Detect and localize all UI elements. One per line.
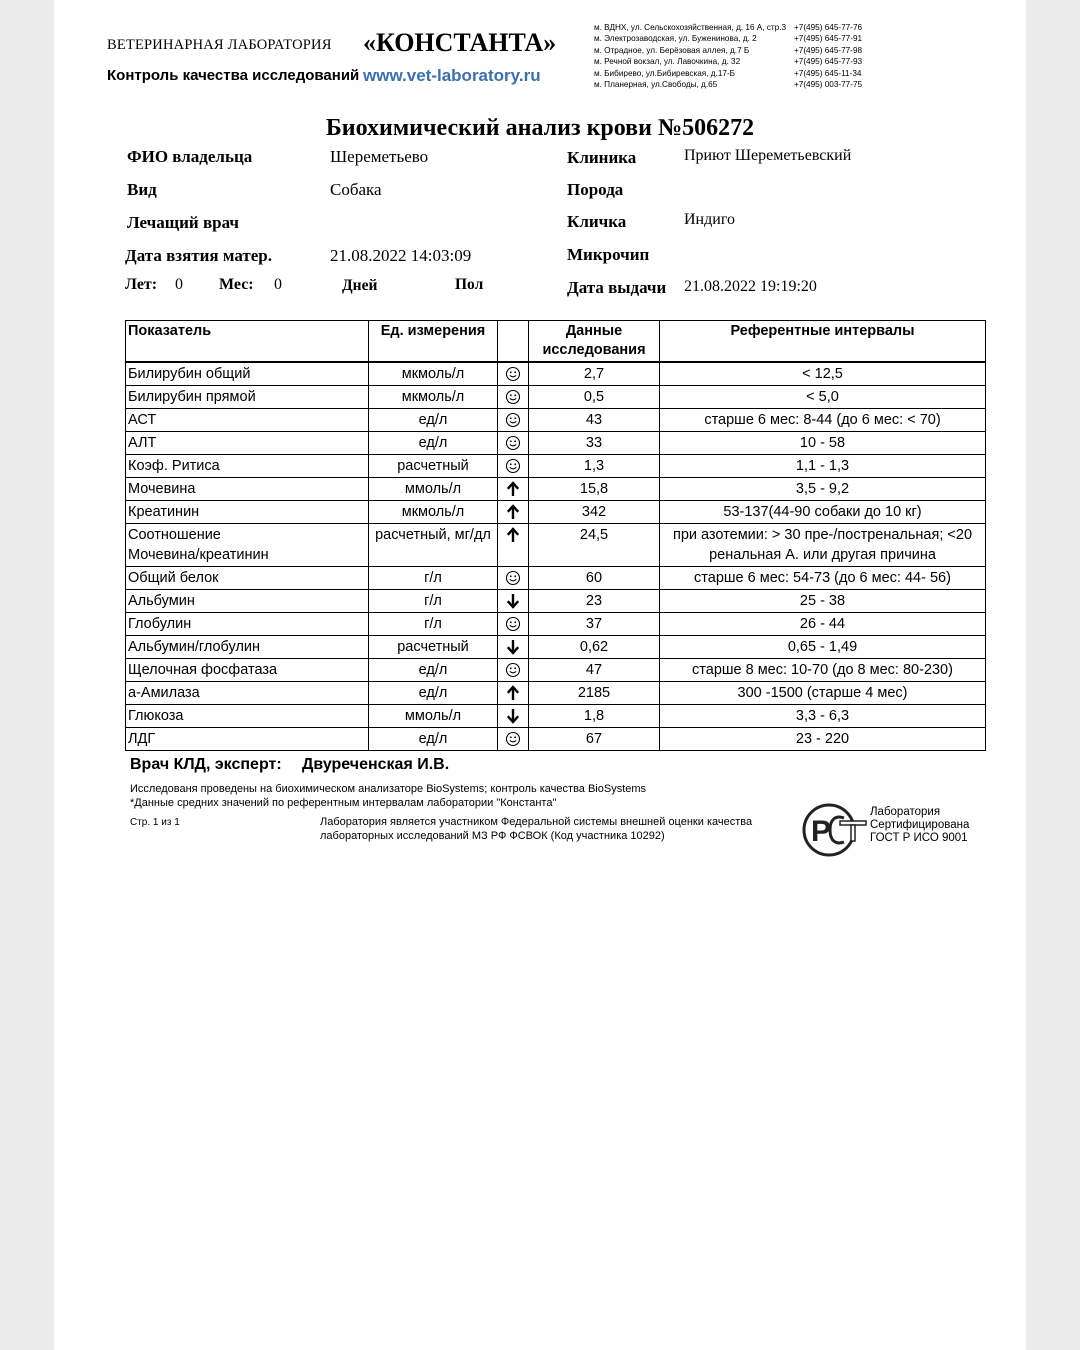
unit-cell: расчетный: [369, 636, 498, 659]
table-row: [126, 636, 986, 659]
table-row: [126, 590, 986, 613]
branch-address: м. Речной вокзал, ул. Лавочкина, д. 32: [594, 57, 741, 67]
col-header-flag: [498, 321, 529, 363]
lab-website-link[interactable]: www.vet-laboratory.ru: [363, 66, 541, 85]
col-header-unit: Ед. измерения: [369, 321, 498, 363]
flag-cell: [498, 728, 529, 751]
years-label: Лет:: [125, 276, 158, 293]
table-row: [126, 478, 986, 501]
result-cell: 60: [529, 567, 660, 590]
flag-cell: [498, 478, 529, 501]
normal-smiley-icon: [504, 729, 522, 749]
param-cell: Билирубин общий: [126, 362, 369, 386]
flag-cell: [498, 362, 529, 386]
branch-phone: +7(495) 645-77-93: [794, 57, 863, 67]
table-row: [126, 567, 986, 590]
ref-cell: 23 - 220: [660, 728, 986, 751]
param-name-line2: Мочевина/креатинин: [128, 547, 269, 563]
federal-note: [320, 815, 752, 843]
table-row: [126, 705, 986, 728]
normal-smiley-icon: [504, 410, 522, 430]
param-cell: АЛТ: [126, 432, 369, 455]
ref-cell: 25 - 38: [660, 590, 986, 613]
table-row: [126, 386, 986, 409]
lab-brand: «КОНСТАНТА»: [363, 28, 557, 57]
clinic-value: Приют Шереметьевский: [684, 147, 852, 164]
param-name-line1: Соотношение: [128, 527, 221, 543]
param-cell: Щелочная фосфатаза: [126, 659, 369, 682]
report-page: [54, 0, 1026, 1350]
branch-phone: +7(495) 645-77-91: [794, 34, 863, 44]
unit-cell: г/л: [369, 613, 498, 636]
ref-cell: 0,65 - 1,49: [660, 636, 986, 659]
unit-cell: мкмоль/л: [369, 386, 498, 409]
issue-date-label: Дата выдачи: [567, 278, 667, 297]
cert-line3: ГОСТ Р ИСО 9001: [870, 832, 968, 844]
unit-cell: расчетный: [369, 455, 498, 478]
result-cell: 1,8: [529, 705, 660, 728]
months-value: 0: [274, 276, 282, 293]
svg-text:Р: Р: [811, 815, 832, 848]
flag-cell: [498, 682, 529, 705]
result-cell: 33: [529, 432, 660, 455]
col-header-ref: Референтные интервалы: [660, 321, 986, 363]
owner-value: Шереметьево: [330, 147, 429, 166]
nickname-label: Кличка: [567, 212, 627, 231]
param-cell: Мочевина: [126, 478, 369, 501]
unit-cell: мкмоль/л: [369, 501, 498, 524]
unit-cell: мкмоль/л: [369, 362, 498, 386]
branch-address: м. ВДНХ, ул. Сельскохозяйственная, д. 16 А, стр.3: [594, 23, 787, 32]
page-title: Биохимический анализ крови №506272: [325, 115, 755, 141]
unit-cell: ед/л: [369, 728, 498, 751]
ref-line2: ренальная А. или другая причина: [709, 547, 936, 563]
breed-label: Порода: [567, 180, 624, 199]
ref-cell: 3,3 - 6,3: [660, 705, 986, 728]
cert-line1: Лаборатория: [870, 806, 941, 818]
normal-smiley-icon: [504, 456, 522, 476]
unit-cell: расчетный, мг/дл: [369, 524, 498, 567]
flag-cell: [498, 636, 529, 659]
page-number: Стр. 1 из 1: [130, 817, 180, 828]
results-table-body: [126, 362, 986, 751]
unit-cell: ед/л: [369, 432, 498, 455]
analyzer-note: Исследованя проведены на биохимическом анализаторе BioSystems; контроль качества BioSystems: [130, 783, 647, 795]
ref-cell: старше 6 мес: 54-73 (до 6 мес: 44- 56): [660, 567, 986, 590]
result-cell: 37: [529, 613, 660, 636]
col-header-result: Данные исследования: [529, 321, 660, 363]
param-cell: Альбумин: [126, 590, 369, 613]
flag-cell: [498, 432, 529, 455]
unit-cell: ед/л: [369, 682, 498, 705]
flag-cell: [498, 409, 529, 432]
table-row: [126, 524, 986, 567]
flag-cell: [498, 386, 529, 409]
owner-label: ФИО владельца: [127, 147, 253, 166]
normal-smiley-icon: [504, 364, 522, 384]
certification-text: [870, 806, 969, 845]
unit-cell: ед/л: [369, 409, 498, 432]
unit-cell: г/л: [369, 590, 498, 613]
table-row: [126, 455, 986, 478]
flag-cell: [498, 455, 529, 478]
normal-smiley-icon: [504, 387, 522, 407]
result-cell: 1,3: [529, 455, 660, 478]
param-cell: Глюкоза: [126, 705, 369, 728]
microchip-label: Микрочип: [567, 245, 650, 264]
nickname-value: Индиго: [684, 211, 735, 228]
sample-date-value: 21.08.2022 14:03:09: [330, 246, 472, 265]
result-cell: 0,62: [529, 636, 660, 659]
result-cell: 2,7: [529, 362, 660, 386]
sample-date-label: Дата взятия матер.: [125, 246, 272, 265]
result-cell: 24,5: [529, 524, 660, 567]
param-cell: Билирубин прямой: [126, 386, 369, 409]
ref-cell: [660, 524, 986, 567]
table-row: [126, 728, 986, 751]
sex-label: Пол: [455, 276, 484, 293]
arrow-down-icon: [504, 637, 522, 657]
ref-cell: 53-137(44-90 собаки до 10 кг): [660, 501, 986, 524]
flag-cell: [498, 524, 529, 567]
clinic-label: Клиника: [567, 148, 637, 167]
attending-doctor-label: Лечащий врач: [127, 213, 239, 232]
table-row: [126, 682, 986, 705]
table-row: [126, 501, 986, 524]
unit-cell: ммоль/л: [369, 478, 498, 501]
normal-smiley-icon: [504, 660, 522, 680]
result-cell: 342: [529, 501, 660, 524]
flag-cell: [498, 501, 529, 524]
flag-cell: [498, 590, 529, 613]
unit-cell: г/л: [369, 567, 498, 590]
expert-name: Двуреченская И.В.: [302, 756, 450, 773]
arrow-down-icon: [504, 591, 522, 611]
results-table: [125, 320, 986, 751]
ref-cell: 300 -1500 (старше 4 мес): [660, 682, 986, 705]
arrow-up-icon: [504, 525, 522, 545]
param-cell: Глобулин: [126, 613, 369, 636]
branch-phone: +7(495) 645-77-98: [794, 45, 863, 55]
branch-phone: +7(495) 645-77-76: [794, 23, 863, 32]
col-header-param: Показатель: [126, 321, 369, 363]
table-row: [126, 659, 986, 682]
arrow-up-icon: [504, 479, 522, 499]
ref-cell: старше 6 мес: 8-44 (до 6 мес: < 70): [660, 409, 986, 432]
normal-smiley-icon: [504, 614, 522, 634]
table-row: [126, 409, 986, 432]
branch-address: м. Отрадное, ул. Берёзовая аллея, д.7 Б: [594, 45, 750, 55]
expert-label: Врач КЛД, эксперт:: [130, 756, 282, 773]
table-row: [126, 432, 986, 455]
years-value: 0: [175, 276, 183, 293]
ref-cell: < 12,5: [660, 362, 986, 386]
rst-certification-logo: [800, 803, 868, 857]
issue-date-value: 21.08.2022 19:19:20: [684, 278, 817, 295]
result-cell: 0,5: [529, 386, 660, 409]
lab-subtitle: Контроль качества исследований: [107, 67, 360, 84]
param-cell: Альбумин/глобулин: [126, 636, 369, 659]
ref-line1: при азотемии: > 30 пре-/постренальная; <20: [672, 527, 973, 543]
table-header-row: [126, 321, 986, 363]
param-cell: Креатинин: [126, 501, 369, 524]
federal-note-line2: лабораторных исследований МЗ РФ ФСВОК (Код участника 10292): [320, 830, 665, 842]
arrow-up-icon: [504, 502, 522, 522]
ref-cell: старше 8 мес: 10-70 (до 8 мес: 80-230): [660, 659, 986, 682]
branch-address: м. Планерная, ул.Свободы, д.65: [594, 79, 718, 89]
normal-smiley-icon: [504, 433, 522, 453]
species-value: Собака: [330, 180, 382, 199]
ref-cell: 3,5 - 9,2: [660, 478, 986, 501]
reference-note: *Данные средних значений по референтным интервалам лаборатории "Константа": [130, 797, 557, 809]
ref-cell: 26 - 44: [660, 613, 986, 636]
branch-address: м. Бибирево, ул.Бибиревская, д.17-Б: [594, 68, 736, 78]
normal-smiley-icon: [504, 568, 522, 588]
species-label: Вид: [127, 180, 157, 199]
cert-line2: Сертифицирована: [870, 819, 970, 831]
days-label: Дней: [342, 277, 378, 294]
result-cell: 2185: [529, 682, 660, 705]
ref-cell: < 5,0: [660, 386, 986, 409]
param-cell: Коэф. Ритиса: [126, 455, 369, 478]
lab-name: ВЕТЕРИНАРНАЯ ЛАБОРАТОРИЯ: [107, 37, 332, 53]
flag-cell: [498, 705, 529, 728]
param-cell: АСТ: [126, 409, 369, 432]
arrow-down-icon: [504, 706, 522, 726]
arrow-up-icon: [504, 683, 522, 703]
param-cell: а-Амилаза: [126, 682, 369, 705]
unit-cell: ед/л: [369, 659, 498, 682]
result-cell: 67: [529, 728, 660, 751]
param-cell: [126, 524, 369, 567]
branch-phone: +7(495) 003-77-75: [794, 79, 863, 89]
branch-address: м. Электрозаводская, ул. Буженинова, д. 2: [594, 34, 757, 44]
param-cell: ЛДГ: [126, 728, 369, 751]
ref-cell: 10 - 58: [660, 432, 986, 455]
table-row: [126, 613, 986, 636]
unit-cell: ммоль/л: [369, 705, 498, 728]
result-cell: 15,8: [529, 478, 660, 501]
federal-note-line1: Лаборатория является участником Федеральной системы внешней оценки качества: [320, 816, 753, 828]
flag-cell: [498, 567, 529, 590]
result-cell: 23: [529, 590, 660, 613]
flag-cell: [498, 659, 529, 682]
result-cell: 43: [529, 409, 660, 432]
table-row: [126, 362, 986, 386]
ref-cell: 1,1 - 1,3: [660, 455, 986, 478]
param-cell: Общий белок: [126, 567, 369, 590]
months-label: Мес:: [219, 276, 254, 293]
branch-phone: +7(495) 645-11-34: [794, 68, 862, 78]
result-cell: 47: [529, 659, 660, 682]
flag-cell: [498, 613, 529, 636]
